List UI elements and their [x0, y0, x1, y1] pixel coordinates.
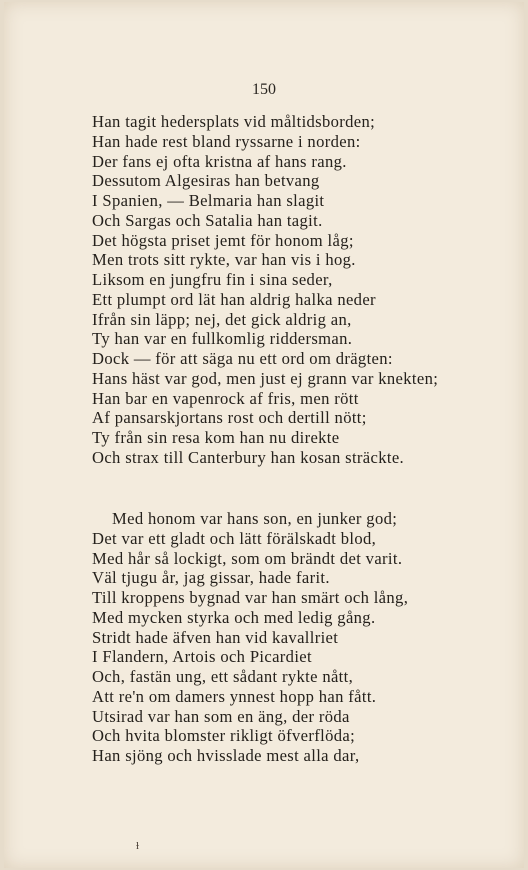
verse-line: Och, fastän ung, ett sådant rykte nått,	[92, 667, 354, 686]
verse-line: Väl tjugu år, jag gissar, hade farit.	[92, 568, 330, 588]
verse-line: Att re'n om damers ynnest hopp han fått.	[92, 686, 377, 706]
verse-line: Han sjöng och hvisslade mest alla dar,	[92, 746, 360, 765]
verse-line: Han bar en vapenrock af fris, men rött	[92, 388, 359, 408]
verse-line: I Spanien, — Belmaria han slagit	[92, 191, 325, 210]
verse-line: Det högsta priset jemt för honom låg;	[92, 230, 354, 250]
verse-line: Och strax till Canterbury han kosan sträckte.	[92, 447, 405, 467]
page-number: 150	[252, 81, 276, 98]
verse-line: Dock — för att säga nu ett ord om drägten:	[92, 349, 393, 368]
verse-line: Af pansarskjortans rost och dertill nött;	[92, 408, 367, 428]
verse-line: Ty från sin resa kom han nu direkte	[92, 428, 340, 447]
verse-line: Ifrån sin läpp; nej, det gick aldrig an,	[92, 309, 352, 329]
verse-line: I Flandern, Artois och Picardiet	[92, 647, 312, 667]
verse-line: Ty han var en fullkomlig riddersman.	[92, 329, 353, 349]
verse-line: Det var ett gladt och lätt förälskadt blod,	[92, 528, 377, 548]
verse-line: Han hade rest bland ryssarne i norden:	[92, 131, 361, 151]
verse-line: Med mycken styrka och med ledig gång.	[92, 607, 376, 627]
verse-line: Med honom var hans son, en junker god;	[112, 509, 398, 528]
verse-line: Hans häst var god, men just ej grann var knekten;	[92, 368, 439, 388]
verse-line: Ett plumpt ord lät han aldrig halka neder	[92, 289, 376, 309]
verse-line: Dessutom Algesiras han betvang	[92, 171, 320, 191]
stanza-2	[92, 509, 528, 766]
verse-line: Men trots sitt rykte, var han vis i hog.	[92, 250, 356, 270]
signature-mark: ɫ	[136, 840, 140, 852]
verse-line: Och hvita blomster rikligt öfverflöda;	[92, 726, 356, 746]
verse-line: Der fans ej ofta kristna af hans rang.	[92, 151, 347, 171]
verse-line: Med hår så lockigt, som om brändt det varit.	[92, 548, 403, 568]
stanza-1	[92, 112, 528, 468]
verse-line: Och Sargas och Satalia han tagit.	[92, 210, 323, 230]
verse-line: Till kroppens bygnad var han smärt och lång,	[92, 588, 409, 607]
book-page	[4, 2, 524, 868]
verse-line: Han tagit hedersplats vid måltidsborden;	[92, 112, 376, 131]
verse-line: Utsirad var han som en äng, der röda	[92, 706, 350, 726]
verse-line: Liksom en jungfru fin i sina seder,	[92, 270, 333, 289]
verse-line: Stridt hade äfven han vid kavallriet	[92, 627, 339, 647]
